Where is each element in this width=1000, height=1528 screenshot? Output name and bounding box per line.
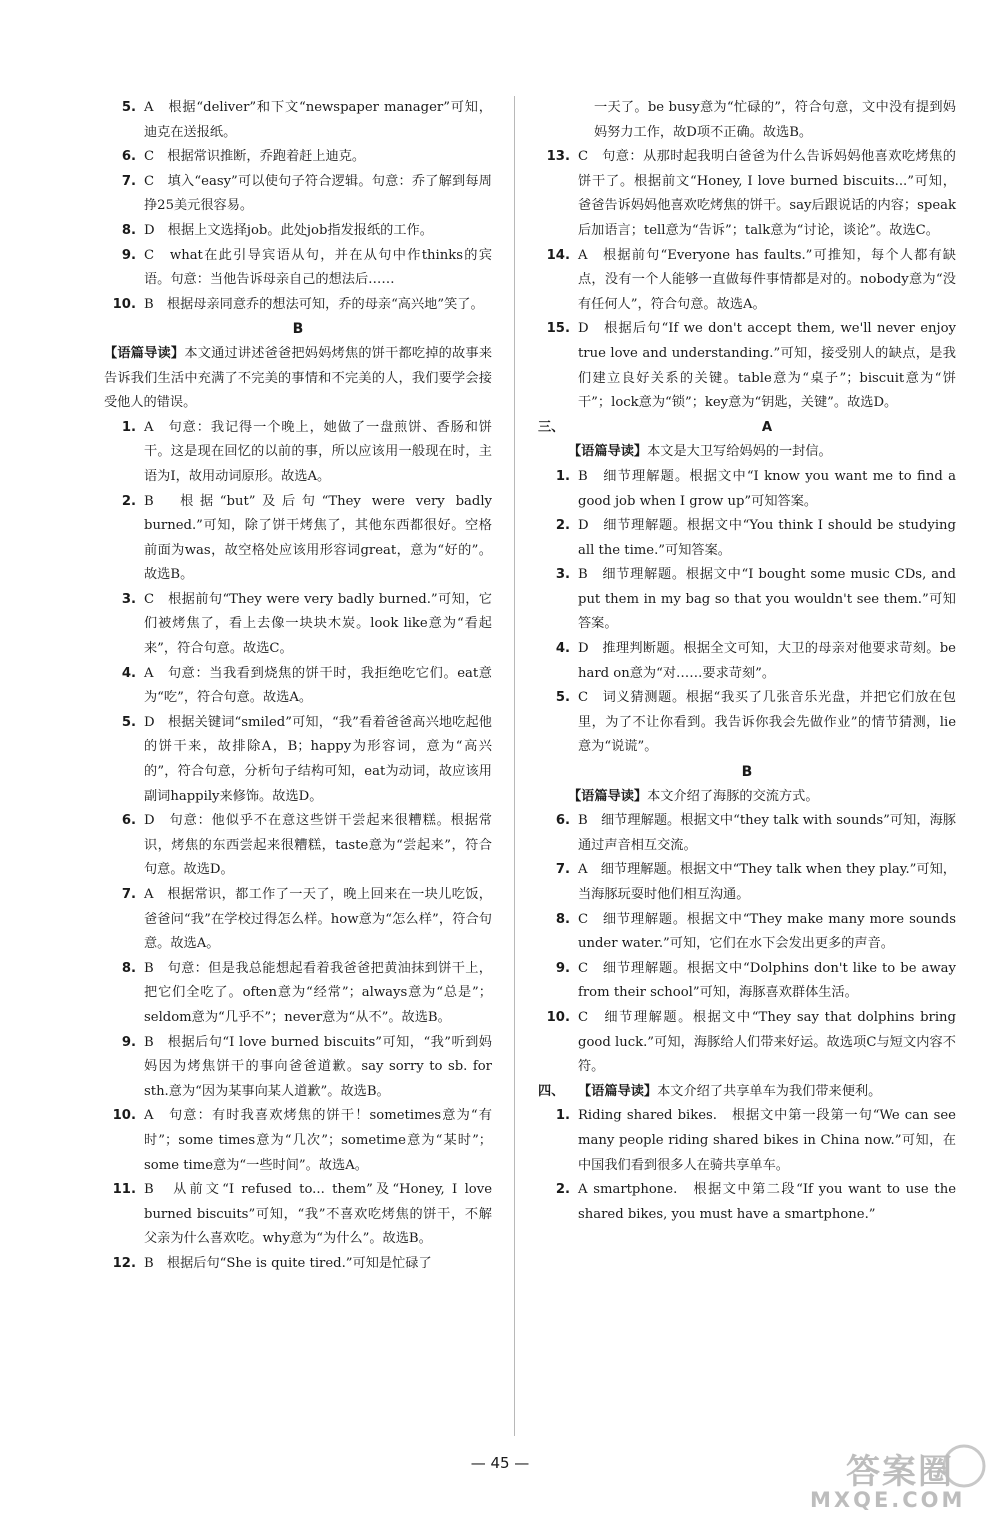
- answer-explanation: C 词义猜测题。根据“我买了几张音乐光盘，并把它们放在包里，为了不让你看到。我告诉你我会先做作业”的情节猜测，lie意为“说谎”。: [578, 690, 956, 755]
- answer-number: 1.: [121, 419, 136, 435]
- answer-item: [104, 711, 492, 809]
- answer-item: [538, 809, 956, 858]
- answer-list-3b: [538, 809, 956, 1080]
- answer-item: [104, 170, 492, 219]
- answer-explanation: A 句意：我记得一个晚上，她做了一盘煎饼、香肠和饼干。这是现在回忆的以前的事，所以应该用一般现在时，主语为I，故用动词原形。故选A。: [144, 419, 492, 484]
- answer-item: [104, 1031, 492, 1105]
- answer-item: [538, 858, 956, 907]
- reading-guide-tag: 【语篇导读】: [568, 444, 648, 460]
- watermark-text: 答案圈: [846, 1452, 954, 1492]
- answer-explanation: C 根据常识推断，乔跑着赶上迪克。: [144, 149, 366, 165]
- answer-item: [104, 293, 492, 318]
- answer-number: 6.: [121, 149, 136, 165]
- answer-item: [538, 465, 956, 514]
- answer-number: 8.: [121, 960, 136, 976]
- section-3b-title: B: [741, 764, 753, 781]
- answer-number: 4.: [121, 665, 136, 681]
- answer-item: [538, 145, 956, 243]
- left-column: [104, 96, 492, 1277]
- answer-number: 9.: [121, 247, 136, 263]
- answer-number: 6.: [121, 813, 136, 829]
- answer-item: [104, 490, 492, 588]
- section-four-header: [538, 1080, 956, 1105]
- answer-explanation: C 句意：从那时起我明白爸爸为什么告诉妈妈他喜欢吃烤焦的饼干了。根据前文“Honey, I love burned biscuits...”可知，爸爸告诉妈妈他喜欢吃烤焦的饼干。say后跟说话的内容；speak后加语言；tell意为“告诉”；talk意为“讨论，谈论”。故选C。: [578, 149, 956, 238]
- answer-number: 15.: [546, 321, 570, 337]
- answer-item: [104, 662, 492, 711]
- answer-number: 9.: [555, 960, 570, 976]
- answer-number: 3.: [555, 567, 570, 583]
- answer-explanation: C what在此引导宾语从句，并在从句中作thinks的宾语。句意：当他告诉母亲自己的想法后……: [144, 247, 492, 288]
- reading-guide-4: [578, 1080, 956, 1105]
- answer-number: 2.: [121, 493, 136, 509]
- answer-number: 6.: [555, 813, 570, 829]
- answer-item: [104, 1104, 492, 1178]
- answer-item: [104, 809, 492, 883]
- answer-list-part-b: [104, 416, 492, 1277]
- answer-explanation: D 根据上文选择job。此处job指发报纸的工作。: [144, 222, 433, 238]
- answer-item: [538, 908, 956, 957]
- answer-number: 13.: [546, 149, 570, 165]
- answer-number: 1.: [555, 468, 570, 484]
- answer-explanation: A 根据常识，都工作了一天了，晚上回来在一块儿吃饭，爸爸问“我”在学校过得怎么样。how意为“怎么样”，符合句意。故选A。: [144, 887, 492, 952]
- answer-number: 7.: [121, 887, 136, 902]
- answer-explanation: C 填入“easy”可以使句子符合逻辑。句意：乔了解到每周挣25美元很容易。: [144, 173, 492, 214]
- answer-explanation: A 根据“deliver”和下文“newspaper manager”可知，迪克在送报纸。: [144, 100, 492, 140]
- answer-list-3a: [538, 465, 956, 760]
- answer-explanation: D 句意：他似乎不在意这些饼干尝起来很糟糕。根据常识，烤焦的东西尝起来很糟糕，taste意为“尝起来”，符合句意。故选D。: [144, 813, 492, 878]
- answer-number: 5.: [555, 690, 570, 706]
- answer-explanation: B 根据后句“I love burned biscuits”可知，“我”听到妈妈因为烤焦饼干的事向爸爸道歉。say sorry to sb. for sth.意为“因为某事向某人道歉”。故选B。: [144, 1034, 492, 1099]
- section-b-title: B: [292, 321, 304, 338]
- answer-number: 5.: [121, 714, 136, 730]
- answer-item: [538, 686, 956, 760]
- answer-explanation: A 细节理解题。根据文中“They talk when they play.”可知，当海豚玩耍时他们相互沟通。: [578, 862, 956, 902]
- answer-number: 11.: [112, 1182, 136, 1198]
- column-divider: [514, 96, 515, 1436]
- section-three-header: [538, 416, 956, 441]
- answer-item: [104, 957, 492, 1031]
- answer-number: 2.: [555, 1182, 570, 1198]
- answer-explanation: B 句意：但是我总能想起看着我爸爸把黄油抹到饼干上，把它们全吃了。often意为“经常”；always意为“总是”；seldom意为“几乎不”；never意为“从不”。故选B。: [144, 960, 492, 1025]
- answer-explanation: C 根据前句“They were very badly burned.”可知，它们被烤焦了，看上去像一块块木炭。look like意为“看起来”，符合句意。故选C。: [144, 591, 492, 657]
- answer-item: [104, 588, 492, 662]
- answer-item: [538, 514, 956, 563]
- answer-explanation: C 细节理解题。根据文中“Dolphins don't like to be away from their school”可知，海豚喜欢群体生活。: [578, 960, 956, 1001]
- answer-item: [538, 1104, 956, 1178]
- section-three-title: A: [761, 419, 773, 435]
- answer-item: [104, 219, 492, 244]
- reading-guide-text: 本文介绍了海豚的交流方式。: [647, 788, 819, 804]
- answer-item: [104, 416, 492, 490]
- answer-number: 14.: [546, 247, 570, 263]
- reading-guide-3a: [538, 440, 956, 465]
- answer-number: 4.: [555, 641, 570, 657]
- answer-item: [104, 883, 492, 957]
- answer-explanation: D 根据后句“If we don't accept them, we'll never enjoy true love and understanding.”可知，接受别人的缺点，是我们建立良好关系的关键。table意为“桌子”；biscuit意为“饼干”；lock意为“锁”；key意为“钥匙，关键”。故选D。: [578, 321, 956, 411]
- answer-item: [538, 1178, 956, 1227]
- answer-item: [538, 1006, 956, 1080]
- reading-guide-3b: [538, 785, 956, 810]
- answer-list-part-b-cont: [538, 145, 956, 416]
- answer-explanation: B 从前文“I refused to... them”及“Honey, I love burned biscuits”可知，“我”不喜欢吃烤焦的饼干，不解父亲为什么喜欢吃。why意为“为什么”。故选B。: [144, 1182, 492, 1247]
- reading-guide-b: [104, 342, 492, 416]
- answer-item: [538, 317, 956, 415]
- answer-item: [538, 637, 956, 686]
- answer-explanation: D 根据关键词“smiled”可知，“我”看着爸爸高兴地吃起他的饼干来，故排除A，B；happy为形容词，意为“高兴的”，符合句意，分析句子结构可知，eat为动词，故应该用副词happily来修饰。故选D。: [144, 714, 492, 804]
- answer-explanation: B 细节理解题。根据文中“I bought some music CDs, and put them in my bag so that you wouldn't see them.”可知答案。: [578, 567, 956, 632]
- answer-explanation: C 细节理解题。根据文中“They say that dolphins bring good luck.”可知，海豚给人们带来好运。故选项C与短文内容不符。: [578, 1009, 956, 1075]
- answer-item: [104, 244, 492, 293]
- watermark-url: MXQE.COM: [810, 1488, 966, 1512]
- reading-guide-text: 本文通过讲述爸爸把妈妈烤焦的饼干都吃掉的故事来告诉我们生活中充满了不完美的事情和不完美的人，我们要学会接受他人的错误。: [104, 345, 493, 411]
- right-column: [538, 96, 956, 1227]
- answer-item: [538, 563, 956, 637]
- answer-explanation: B 根据母亲同意乔的想法可知，乔的母亲“高兴地”笑了。: [144, 296, 484, 312]
- answer-explanation: A smartphone. 根据文中第二段“If you want to use the shared bikes, you must have a smartphone.”: [578, 1182, 956, 1222]
- answer-number: 8.: [121, 222, 136, 238]
- answer-explanation: D 细节理解题。根据文中“You think I should be studying all the time.”可知答案。: [578, 518, 956, 558]
- answer-item: [104, 96, 492, 145]
- answer-number: 9.: [121, 1034, 136, 1050]
- answer-number: 3.: [121, 591, 136, 607]
- answer-number: 10.: [112, 296, 136, 312]
- answer-number: 10.: [546, 1009, 570, 1025]
- answer-explanation: C 细节理解题。根据文中“They make many more sounds under water.”可知，它们在水下会发出更多的声音。: [578, 911, 956, 952]
- reading-guide-tag: 【语篇导读】: [104, 345, 185, 361]
- watermark-logo: [776, 1440, 990, 1518]
- answer-item: [538, 957, 956, 1006]
- answer-number: 5.: [121, 100, 136, 115]
- answer-number: 7.: [555, 862, 570, 878]
- answer-explanation: B 细节理解题。根据文中“I know you want me to find a good job when I grow up”可知答案。: [578, 468, 956, 509]
- answer-item: [104, 1178, 492, 1252]
- answer-number: 2.: [555, 518, 570, 534]
- section-four-number: 四、: [538, 1083, 565, 1099]
- continued-explanation: 一天了。be busy意为“忙碌的”，符合句意，文中没有提到妈妈努力工作，故D项不正确。故选B。: [594, 100, 956, 140]
- answer-item: [104, 145, 492, 170]
- page-number: — 45 —: [470, 1454, 530, 1472]
- answer-explanation: B 根据“but”及后句“They were very badly burned.”可知，除了饼干烤焦了，其他东西都很好。空格前面为was，故空格处应该用形容词great，意为“好的”。故选B。: [144, 493, 492, 583]
- answer-explanation: B 根据后句“She is quite tired.”可知是忙碌了: [144, 1255, 432, 1271]
- answer-explanation: D 推理判断题。根据全文可知，大卫的母亲对他要求苛刻。be hard on意为“对……要求苛刻”。: [578, 641, 956, 681]
- reading-guide-tag: 【语篇导读】: [578, 1083, 658, 1099]
- answer-list-part-a: [104, 96, 492, 317]
- answer-number: 10.: [112, 1108, 136, 1124]
- answer-explanation: A 句意：当我看到烧焦的饼干时，我拒绝吃它们。eat意为“吃”，符合句意。故选A。: [144, 665, 492, 706]
- reading-guide-text: 本文介绍了共享单车为我们带来便利。: [657, 1083, 882, 1099]
- answer-explanation: A 根据前句“Everyone has faults.”可推知，每个人都有缺点，没有一个人能够一直做每件事情都是对的。nobody意为“没有任何人”，符合句意。故选A。: [578, 247, 956, 312]
- answer-number: 8.: [555, 911, 570, 927]
- section-three-number: 三、: [538, 419, 565, 435]
- reading-guide-tag: 【语篇导读】: [568, 788, 648, 804]
- answer-list-4: [538, 1104, 956, 1227]
- reading-guide-text: 本文是大卫写给妈妈的一封信。: [647, 444, 832, 460]
- answer-item: [538, 244, 956, 318]
- answer-explanation: B 细节理解题。根据文中“they talk with sounds”可知，海豚通过声音相互交流。: [578, 813, 956, 853]
- answer-number: 1.: [555, 1108, 570, 1124]
- answer-number: 12.: [112, 1255, 136, 1271]
- answer-explanation: Riding shared bikes. 根据文中第一段第一句“We can see many people riding shared bikes in China now.”可知，在中国我们看到很多人在骑共享单车。: [578, 1108, 956, 1173]
- answer-number: 7.: [121, 173, 136, 189]
- answer-item: [104, 1252, 492, 1277]
- answer-explanation: A 句意：有时我喜欢烤焦的饼干！sometimes意为“有时”；some times意为“几次”；sometime意为“某时”；some time意为“一些时间”。故选A。: [144, 1108, 492, 1173]
